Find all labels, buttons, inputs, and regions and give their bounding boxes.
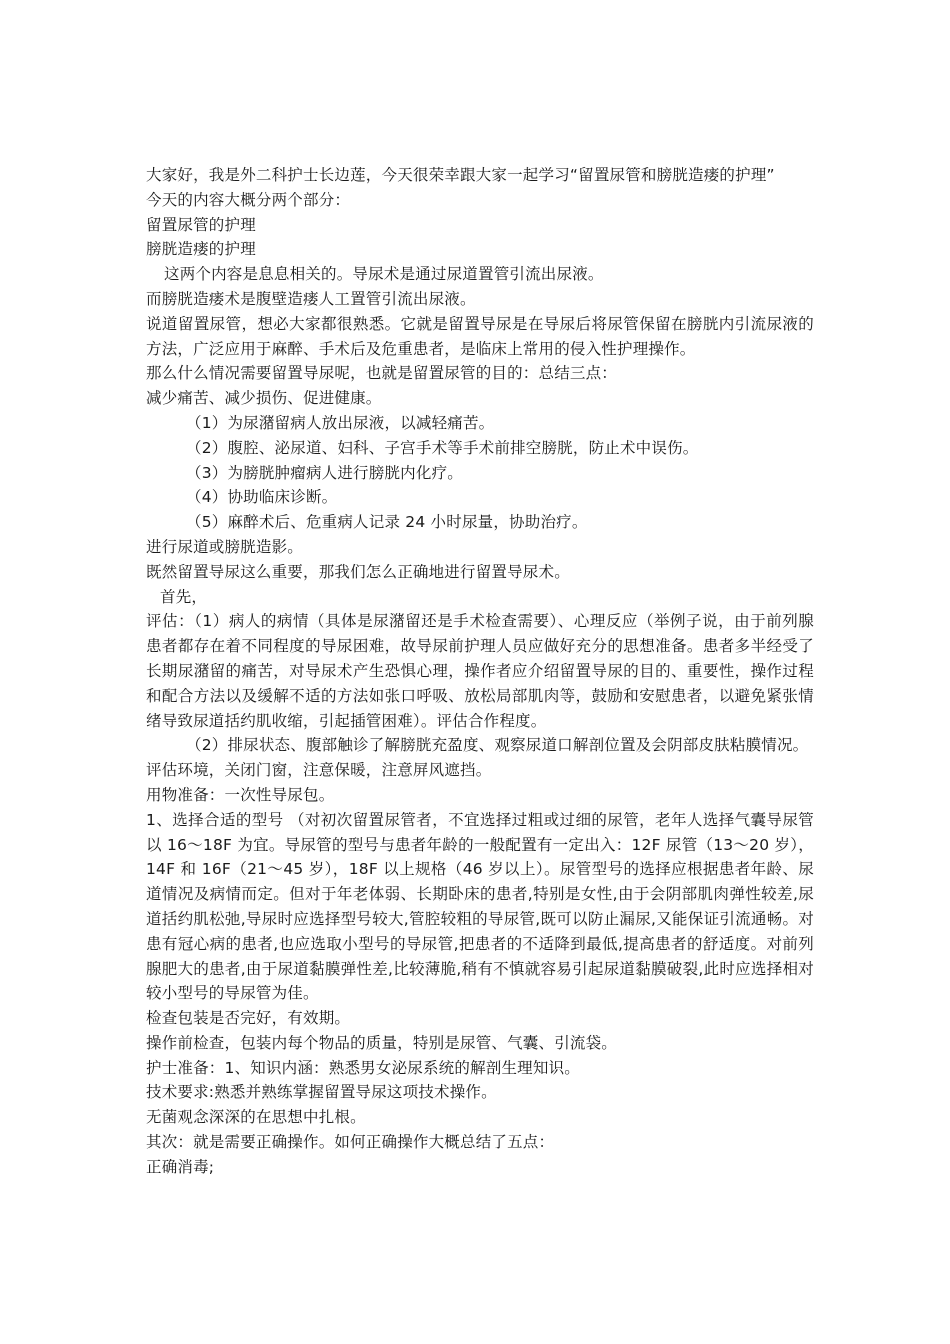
paragraph-intro: 大家好，我是外二科护士长边莲，今天很荣幸跟大家一起学习“留置尿管和膀胱造瘘的护理” xyxy=(146,166,775,184)
paragraph-pre-check: 操作前检查，包装内每个物品的质量，特别是尿管、气囊、引流袋。 xyxy=(146,1033,618,1052)
paragraph-first: 首先， xyxy=(160,587,208,606)
paragraph-assessment-1: 评估：（1）病人的病情（具体是尿潴留还是手术检查需要）、心理反应（举例子说，由于前列腺患者都存在着不同程度的导尿困难，故导尿前护理人员应做好充分的思想准备。患者多半经受了长期尿潴留的痛苦，对导尿术产生恐惧心理，操作者应介绍留置导尿的目的、重要性，操作过程和配合方法以及缓解不适的方法如张口呼吸、放松局部肌肉等，鼓励和安慰患者，以避免紧张情绪导致尿道括约肌收缩，引起插管困难）。评估合作程度。 xyxy=(146,612,814,730)
paragraph-nurse-prep: 护士准备：1、知识内涵：熟悉男女泌尿系统的解剖生理知识。 xyxy=(146,1058,580,1077)
paragraph-disinfection: 正确消毒; xyxy=(146,1157,215,1176)
paragraph-overview: 今天的内容大概分两个部分： xyxy=(146,190,351,209)
paragraph-purpose-summary: 减少痛苦、减少损伤、促进健康。 xyxy=(146,389,382,408)
paragraph-cystostomy: 而膀胱造瘘术是腹壁造瘘人工置管引流出尿液。 xyxy=(146,289,476,308)
paragraph-purpose-question: 那么什么情况需要留置导尿呢，也就是留置尿管的目的：总结三点： xyxy=(146,364,618,383)
paragraph-angiography: 进行尿道或膀胱造影。 xyxy=(146,537,304,556)
paragraph-aseptic: 无菌观念深深的在思想中扎根。 xyxy=(146,1108,366,1127)
paragraph-second: 其次：就是需要正确操作。如何正确操作大概总结了五点： xyxy=(146,1133,555,1152)
paragraph-part-one: 留置尿管的护理 xyxy=(146,215,256,234)
paragraph-part-two: 膀胱造瘘的护理 xyxy=(146,240,256,259)
list-item-purpose-4: （4）协助临床诊断。 xyxy=(186,488,338,507)
list-item-purpose-5: （5）麻醉术后、危重病人记录 24 小时尿量，协助治疗。 xyxy=(186,513,588,532)
paragraph-relation: 这两个内容是息息相关的。导尿术是通过尿道置管引流出尿液。 xyxy=(164,265,604,284)
paragraph-how-to: 既然留置导尿这么重要，那我们怎么正确地进行留置导尿术。 xyxy=(146,562,570,581)
paragraph-environment: 评估环境，关闭门窗，注意保暖，注意屏风遮挡。 xyxy=(146,761,492,780)
list-item-purpose-1: （1）为尿潴留病人放出尿液，以减轻痛苦。 xyxy=(186,413,495,432)
paragraph-catheter-size: 1、选择合适的型号 （对初次留置尿管者，不宜选择过粗或过细的尿管，老年人选择气囊导尿管以 16～18F 为宜。导尿管的型号与患者年龄的一般配置有一定出入：12F 尿管（13～20 岁），14F 和 16F（21～45 岁），18F 以上规格（46 岁以上）。尿管型号的选择应根据患者年龄、尿道情况及病情而定。但对于年老体弱、长期卧床的患者,特别是女性,由于会阴部肌肉弹性较差,尿道括约肌松弛,导尿时应选择型号较大,管腔较粗的导尿管,既可以防止漏尿,又能保证引流通畅。对患有冠心病的患者,也应选取小型号的导尿管,把患者的不适降到最低,提高患者的舒适度。对前列腺肥大的患者,由于尿道黏膜弹性差,比较薄脆,稍有不慎就容易引起尿道黏膜破裂,此时应选择相对较小型号的导尿管为佳。 xyxy=(146,810,814,1003)
paragraph-assessment-2: （2）排尿状态、腹部触诊了解膀胱充盈度、观察尿道口解剖位置及会阴部皮肤粘膜情况。 xyxy=(186,736,809,755)
document-body xyxy=(146,163,814,1180)
paragraph-supplies: 用物准备：一次性导尿包。 xyxy=(146,785,335,804)
paragraph-catheter-definition: 说道留置尿管，想必大家都很熟悉。它就是留置导尿是在导尿后将尿管保留在膀胱内引流尿液的方法，广泛应用于麻醉、手术后及危重患者，是临床上常用的侵入性护理操作。 xyxy=(146,314,814,358)
paragraph-tech-requirement: 技术要求:熟悉并熟练掌握留置导尿这项技术操作。 xyxy=(146,1083,497,1102)
paragraph-check-package: 检查包装是否完好，有效期。 xyxy=(146,1009,351,1028)
list-item-purpose-3: （3）为膀胱肿瘤病人进行膀胱内化疗。 xyxy=(186,463,463,482)
list-item-purpose-2: （2）腹腔、泌尿道、妇科、子宫手术等手术前排空膀胱，防止术中误伤。 xyxy=(186,438,699,457)
